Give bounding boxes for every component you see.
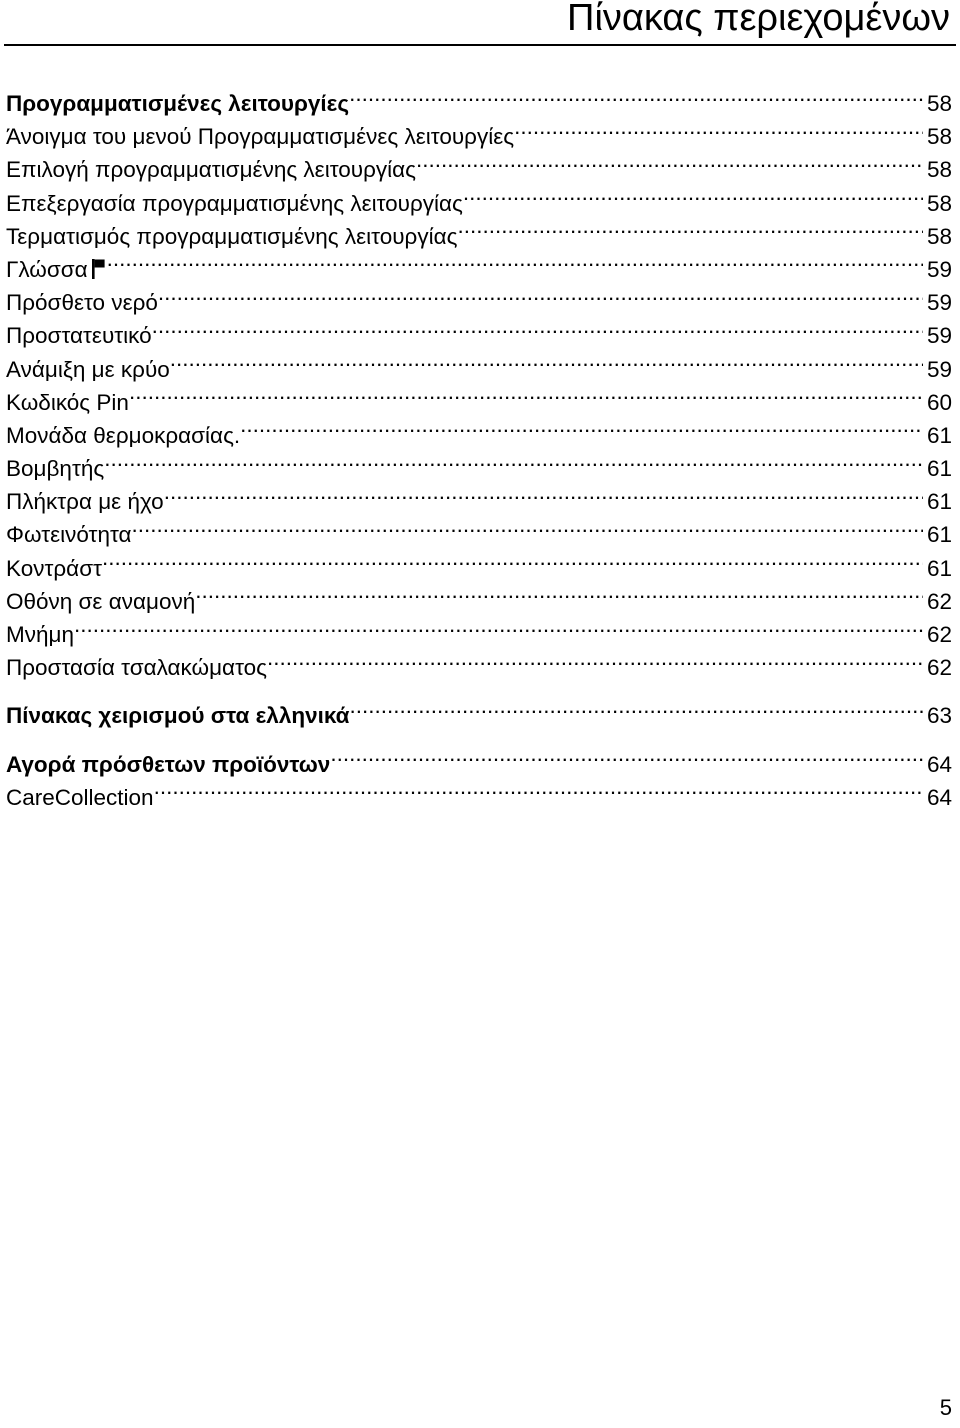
toc-entry-label: Μνήμη <box>6 622 74 647</box>
toc-dot-leader <box>349 690 923 723</box>
toc-entry-key-sound[interactable] <box>6 476 952 515</box>
toc-entry-label: Επιλογή προγραμματισμένης λειτουργίας <box>6 157 416 183</box>
toc-entry-label: Επεξεργασία προγραμματισμένης λειτουργίας <box>6 190 463 216</box>
toc-dot-leader <box>104 443 923 476</box>
toc-entry-language[interactable] <box>6 244 952 282</box>
toc-entry-page: 59 <box>926 356 952 382</box>
toc-entry-programmed-functions[interactable] <box>6 78 952 116</box>
toc-dot-leader <box>129 377 923 410</box>
flag-icon <box>91 256 106 278</box>
toc-entry-label: Ανάμιξη με κρύο <box>6 356 170 382</box>
toc-entry-page: 64 <box>926 751 952 777</box>
page-title: Πίνακας περιεχομένων <box>567 0 950 39</box>
toc-entry-label: Πλήκτρα με ήχο <box>6 489 164 515</box>
toc-dot-leader <box>102 543 923 576</box>
toc-dot-leader <box>107 244 923 277</box>
toc-entry-label: Γλώσσα <box>6 256 88 282</box>
toc-dot-leader <box>152 310 923 343</box>
toc-dot-leader <box>416 144 923 177</box>
toc-entry-page: 63 <box>926 703 952 729</box>
toc-entry-page: 62 <box>926 622 952 647</box>
toc-entry-page: 61 <box>926 489 952 515</box>
page-number: 5 <box>939 1395 952 1420</box>
toc-dot-leader <box>195 576 923 609</box>
toc-dot-leader <box>164 476 923 509</box>
toc-entry-temperature-unit[interactable] <box>6 410 952 448</box>
toc-entry-buy-extra-products[interactable] <box>6 739 952 777</box>
toc-entry-brightness[interactable] <box>6 509 952 548</box>
toc-dot-leader <box>514 111 923 144</box>
toc-entry-extra-water[interactable] <box>6 277 952 316</box>
toc-entry-label: CareCollection <box>6 784 154 810</box>
toc-entry-label: Προγραμματισμένες λειτουργίες <box>6 91 350 116</box>
header-divider <box>4 44 956 46</box>
toc-entry-crease-protection[interactable] <box>6 642 952 681</box>
toc-entry-memory[interactable] <box>6 609 952 647</box>
toc-entry-page: 58 <box>926 91 952 116</box>
table-of-contents <box>6 78 952 810</box>
toc-entry-page: 59 <box>926 290 952 316</box>
toc-entry-label: Προστατευτικό <box>6 323 152 349</box>
toc-entry-greek-control-panel[interactable] <box>6 690 952 729</box>
toc-entry-label: Άνοιγμα του μενού Προγραμματισμένες λειτουργίες <box>6 124 515 150</box>
toc-entry-label: Βομβητής <box>6 456 105 482</box>
toc-entry-label: Κωδικός Pin <box>6 389 129 415</box>
toc-entry-page: 59 <box>926 256 952 282</box>
toc-dot-leader <box>132 509 923 542</box>
toc-entry-page: 62 <box>926 588 952 614</box>
toc-entry-label: Κοντράστ <box>6 555 102 581</box>
toc-dot-leader <box>349 78 923 111</box>
toc-entry-label: Πρόσθετο νερό <box>6 290 158 316</box>
toc-dot-leader <box>240 410 923 443</box>
toc-entry-label: Αγορά πρόσθετων προϊόντων <box>6 751 331 777</box>
toc-entry-label: Πίνακας χειρισμού στα ελληνικά <box>6 703 350 729</box>
toc-entry-page: 61 <box>926 555 952 581</box>
toc-entry-buzzer[interactable] <box>6 443 952 482</box>
toc-dot-leader <box>170 344 923 377</box>
toc-dot-leader <box>463 178 923 211</box>
toc-entry-page: 61 <box>926 422 952 448</box>
toc-dot-leader <box>457 211 923 244</box>
toc-entry-page: 61 <box>926 522 952 548</box>
toc-entry-page: 59 <box>926 323 952 349</box>
toc-entry-label: Φωτεινότητα <box>6 522 132 548</box>
toc-dot-leader <box>154 772 923 805</box>
toc-entry-pin-code[interactable] <box>6 377 952 415</box>
toc-dot-leader <box>158 277 923 310</box>
toc-entry-page: 58 <box>926 190 952 216</box>
toc-entry-page: 61 <box>926 456 952 482</box>
toc-dot-leader <box>74 609 923 642</box>
toc-entry-page: 58 <box>926 223 952 249</box>
toc-dot-leader <box>267 642 923 675</box>
toc-entry-page: 58 <box>926 157 952 183</box>
toc-entry-page: 58 <box>926 124 952 150</box>
toc-entry-label: Οθόνη σε αναμονή <box>6 588 196 614</box>
toc-entry-screen-standby[interactable] <box>6 576 952 614</box>
toc-entry-label: Προστασία τσαλακώματος <box>6 655 267 681</box>
toc-entry-page: 60 <box>926 389 952 415</box>
toc-entry-page: 62 <box>926 655 952 681</box>
toc-entry-page: 64 <box>926 784 952 810</box>
toc-entry-label: Μονάδα θερμοκρασίας. <box>6 422 241 448</box>
toc-entry-label: Τερματισμός προγραμματισμένης λειτουργίας <box>6 223 458 249</box>
toc-entry-contrast[interactable] <box>6 543 952 581</box>
toc-dot-leader <box>330 739 923 772</box>
